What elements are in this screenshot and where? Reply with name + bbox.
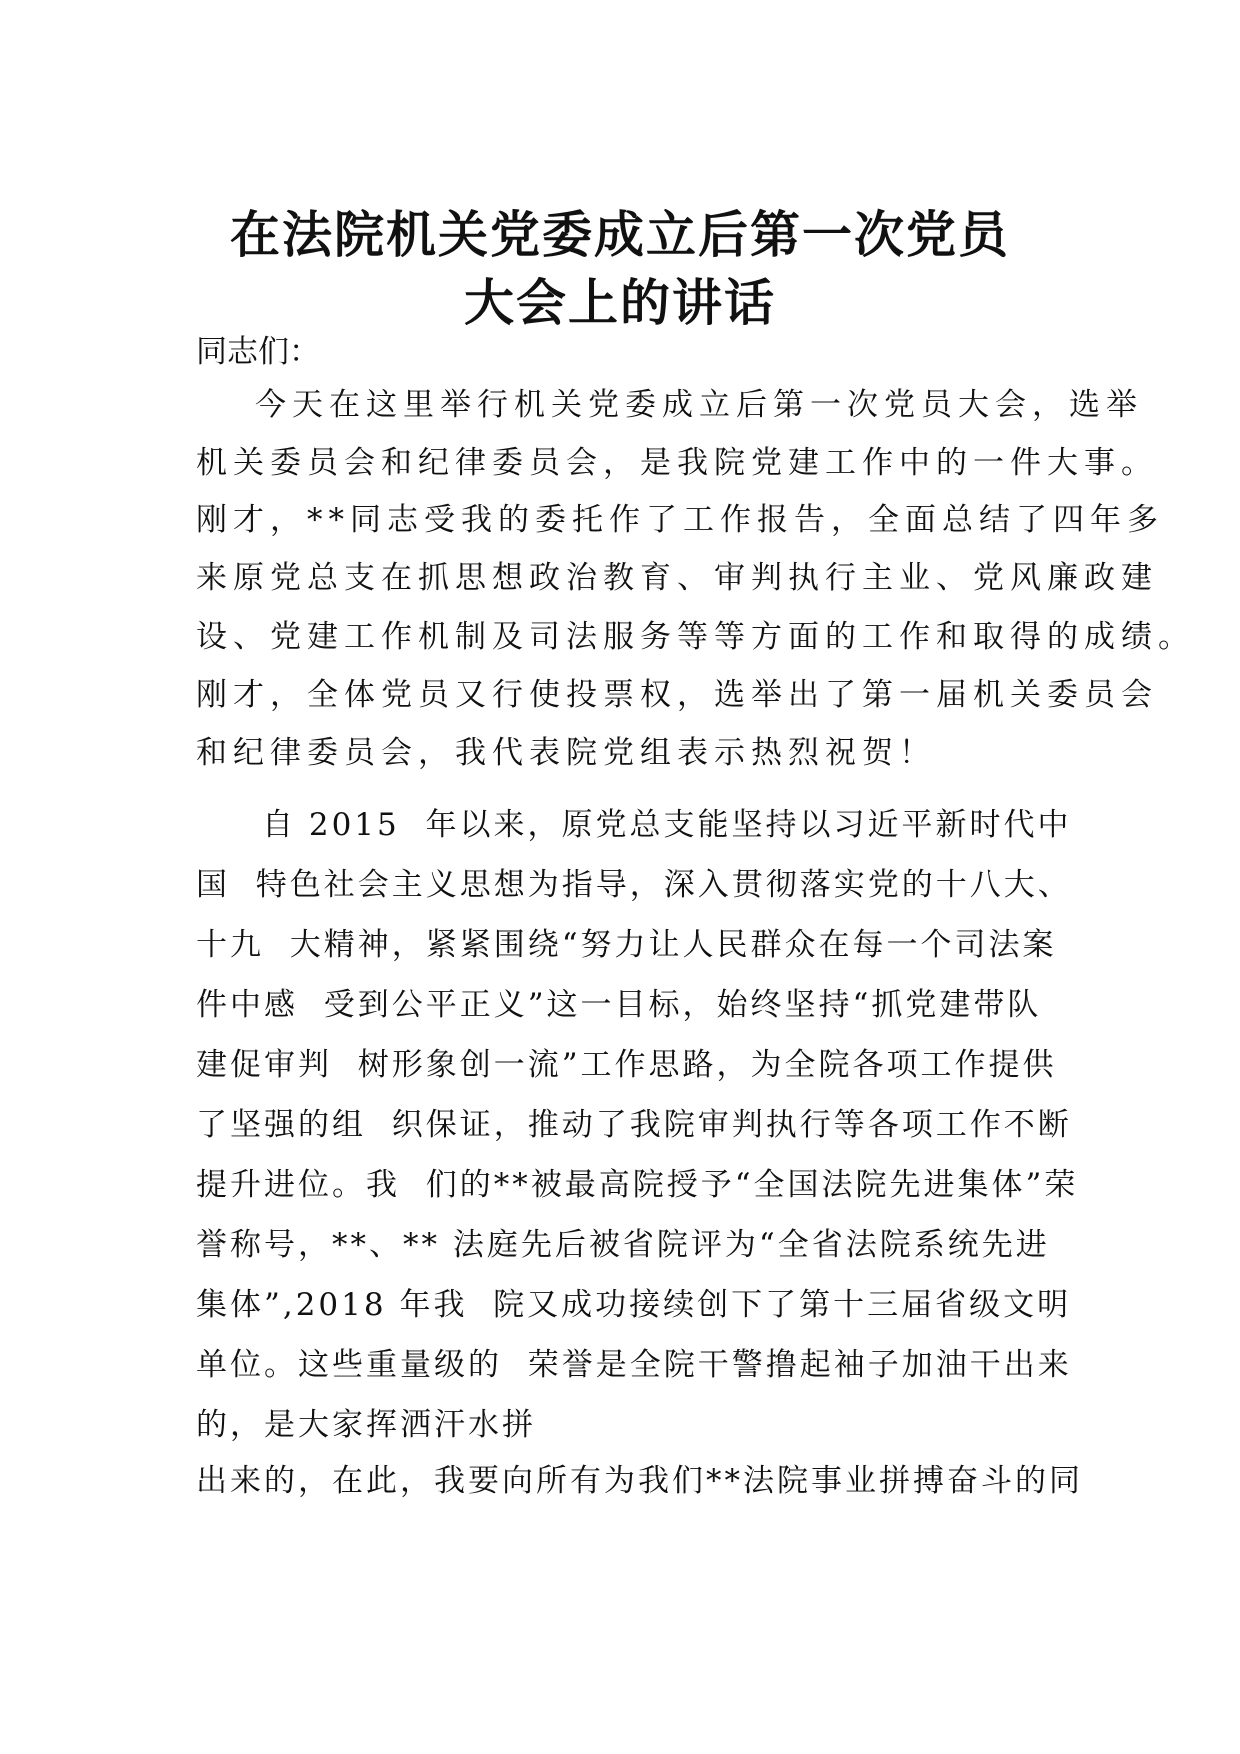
- paragraph1-line-6: 刚才，全体党员又行使投票权，选举出了第一届机关委员会: [196, 677, 1158, 713]
- paragraph2-line-11: 的，是大家挥洒汗水拼: [196, 1407, 536, 1443]
- paragraph1-line-2: 机关委员会和纪律委员会，是我院党建工作中的一件大事。: [196, 445, 1158, 481]
- document-title-line-2: 大会上的讲话: [464, 274, 776, 332]
- paragraph1-line-1: 今天在这里举行机关党委成立后第一次党员大会，选举: [255, 387, 1143, 423]
- paragraph2-line-2: 国 特色社会主义思想为指导，深入贯彻落实党的十八大、: [196, 867, 1072, 903]
- paragraph2-line-10: 单位。这些重量级的 荣誉是全院干警撸起袖子加油干出来: [196, 1347, 1072, 1383]
- paragraph1-line-7: 和纪律委员会，我代表院党组表示热烈祝贺！: [196, 735, 936, 771]
- paragraph2-line-4: 件中感 受到公平正义”这一目标，始终坚持“抓党建带队: [196, 987, 1042, 1023]
- paragraph1-line-5: 设、党建工作机制及司法服务等等方面的工作和取得的成绩。: [196, 619, 1195, 655]
- paragraph2-line-5: 建促审判 树形象创一流”工作思路，为全院各项工作提供: [196, 1047, 1057, 1083]
- document-title-line-1: 在法院机关党委成立后第一次党员: [230, 206, 1010, 264]
- paragraph1-line-4: 来原党总支在抓思想政治教育、审判执行主业、党风廉政建: [196, 560, 1158, 596]
- paragraph2-line-9: 集体”,2018 年我 院又成功接续创下了第十三届省级文明: [196, 1287, 1072, 1323]
- paragraph3-line-1: 出来的，在此，我要向所有为我们**法院事业拼搏奋斗的同: [196, 1463, 1083, 1499]
- paragraph1-line-3: 刚才，**同志受我的委托作了工作报告，全面总结了四年多: [196, 502, 1164, 538]
- paragraph2-line-6: 了坚强的组 织保证，推动了我院审判执行等各项工作不断: [196, 1107, 1072, 1143]
- paragraph2-line-7: 提升进位。我 们的**被最高院授予“全国法院先进集体”荣: [196, 1167, 1079, 1203]
- paragraph2-line-8: 誉称号，**、** 法庭先后被省院评为“全省法院系统先进: [196, 1227, 1050, 1263]
- salutation: 同志们：: [196, 334, 320, 370]
- paragraph2-line-3: 十九 大精神，紧紧围绕“努力让人民群众在每一个司法案: [196, 927, 1057, 963]
- paragraph2-line-1: 自 2015 年以来，原党总支能坚持以习近平新时代中: [262, 807, 1072, 843]
